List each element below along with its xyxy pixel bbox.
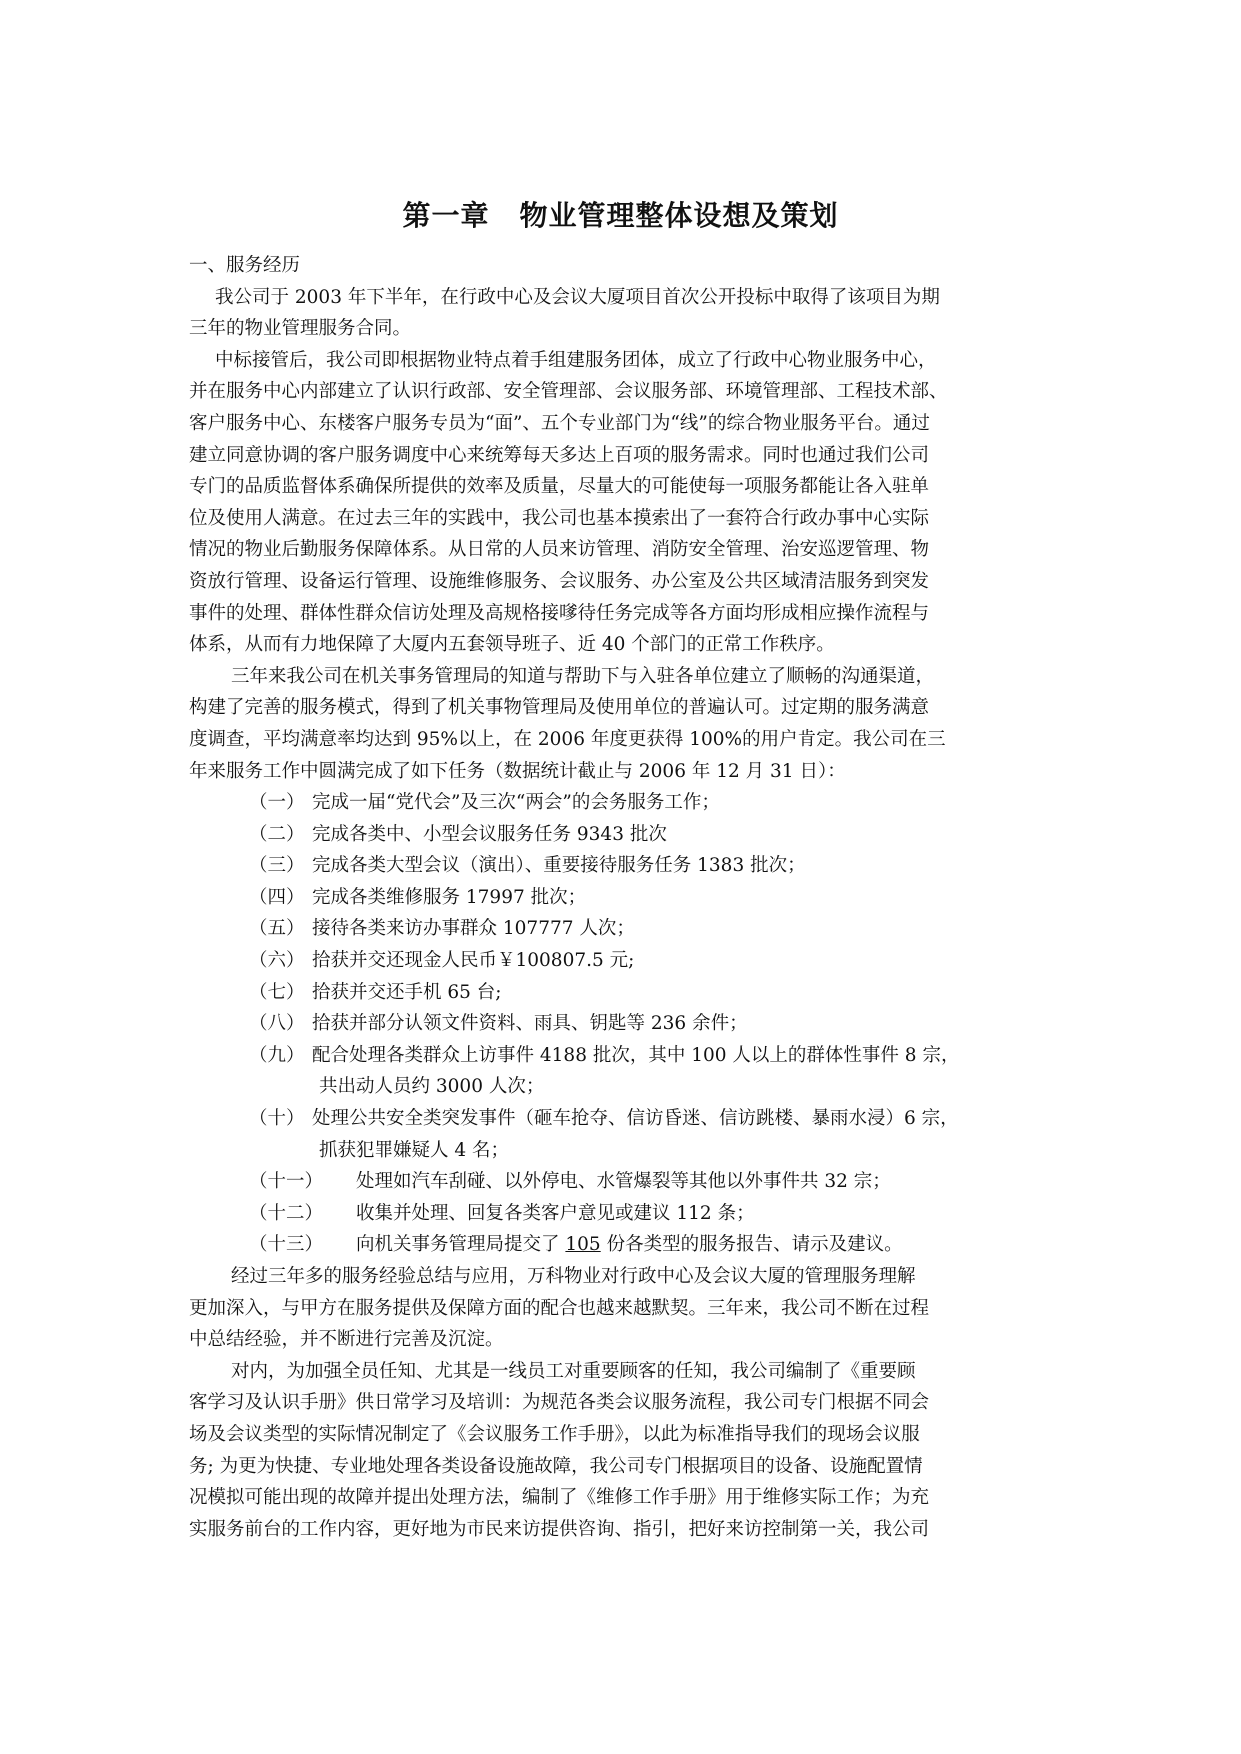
paragraph-4	[189, 1261, 1054, 1356]
item-text	[356, 1229, 903, 1261]
item-number: （十三）	[249, 1234, 324, 1256]
text-line: 客学习及认识手册》供日常学习及培训：为规范各类会议服务流程，我公司专门根据不同会	[189, 1392, 930, 1414]
chapter-title	[0, 196, 1241, 236]
item-text: 完成各类中、小型会议服务任务 9343 批次	[312, 823, 667, 845]
text-line: 构建了完善的服务模式，得到了机关事物管理局及使用单位的普遍认可。过定期的服务满意	[189, 697, 930, 719]
text-line: 中标接管后，我公司即根据物业特点着手组建服务团体，成立了行政中心物业服务中心，	[215, 349, 937, 371]
section-heading: 一、服务经历	[189, 255, 301, 276]
item-number: （七）	[249, 981, 305, 1003]
paragraph-3	[189, 661, 1054, 787]
list-item	[189, 850, 1054, 882]
item-text: 处理如汽车刮碰、以外停电、水管爆裂等其他以外事件共 32 宗；	[356, 1171, 891, 1193]
item-text: 拾获并交还手机 65 台;	[312, 981, 502, 1003]
list-item	[189, 1229, 1054, 1261]
list-item	[189, 1040, 1054, 1072]
text-line: 我公司于 2003 年下半年，在行政中心及会议大厦项目首次公开投标中取得了该项目为期	[215, 286, 940, 308]
chapter-label: 第一章	[402, 199, 490, 232]
text-line: 度调查，平均满意率均达到 95%以上，在 2006 年度更获得 100%的用户肯定。我公司在三	[189, 728, 946, 750]
list-item	[189, 787, 1054, 819]
item-text: 完成各类维修服务 17997 批次；	[312, 886, 587, 908]
item-text: 拾获并交还现金人民币￥100807.5 元;	[312, 950, 635, 972]
list-item	[189, 913, 1054, 945]
item-number: （九）	[249, 1044, 305, 1066]
text-line: 体系，从而有力地保障了大厦内五套领导班子、近 40 个部门的正常工作秩序。	[189, 634, 835, 656]
chapter-title-text: 物业管理整体设想及策划	[519, 199, 839, 232]
item-number: （六）	[249, 950, 305, 972]
item-text: 接待各类来访办事群众 107777 人次；	[312, 918, 635, 940]
item-text: 拾获并部分认领文件资料、雨具、钥匙等 236 余件；	[312, 1013, 748, 1035]
item-text-after: 份各类型的服务报告、请示及建议。	[600, 1234, 903, 1256]
item-number: （一）	[249, 792, 305, 814]
text-line: 务; 为更为快捷、专业地处理各类设备设施故障，我公司专门根据项目的设备、设施配置情	[189, 1455, 923, 1477]
document-body	[189, 250, 1054, 1545]
item-text: 处理公共安全类突发事件（砸车抢夺、信访昏迷、信访跳楼、暴雨水浸）6 宗，	[312, 1108, 959, 1130]
text-line: 对内，为加强全员任知、尤其是一线员工对重要顾客的任知，我公司编制了《重要顾	[231, 1360, 916, 1382]
item-number: （十）	[249, 1108, 305, 1130]
list-item	[189, 1103, 1054, 1135]
item-number: （十二）	[249, 1202, 324, 1224]
paragraph-2	[189, 345, 1054, 661]
text-line: 实服务前台的工作内容，更好地为市民来访提供咨询、指引，把好来访控制第一关，我公司	[189, 1518, 930, 1540]
text-line: 况模拟可能出现的故障并提出处理方法，编制了《维修工作手册》用于维修实际工作；为充	[189, 1487, 930, 1509]
item-number: （五）	[249, 918, 305, 940]
text-line: 客户服务中心、东楼客户服务专员为“面”、五个专业部门为“线”的综合物业服务平台。通过	[189, 412, 930, 434]
item-number: （八）	[249, 1013, 305, 1035]
paragraph-5	[189, 1356, 1054, 1546]
list-item	[189, 945, 1054, 977]
text-line: 并在服务中心内部建立了认识行政部、安全管理部、会议服务部、环境管理部、工程技术部、	[189, 381, 948, 403]
item-number: （四）	[249, 886, 305, 908]
text-line: 位及使用人满意。在过去三年的实践中，我公司也基本摸索出了一套符合行政办事中心实际	[189, 507, 930, 529]
text-line: 经过三年多的服务经验总结与应用，万科物业对行政中心及会议大厦的管理服务理解	[231, 1266, 916, 1287]
list-item	[189, 977, 1054, 1009]
text-line: 三年来我公司在机关事务管理局的知道与帮助下与入驻各单位建立了顺畅的沟通渠道，	[231, 665, 935, 687]
list-item	[189, 1198, 1054, 1230]
task-list	[189, 787, 1054, 1261]
text-line: 三年的物业管理服务合同。	[189, 318, 412, 340]
text-line: 资放行管理、设备运行管理、设施维修服务、会议服务、办公室及公共区域清洁服务到突发	[189, 570, 930, 592]
text-line: 建立同意协调的客户服务调度中心来统筹每天多达上百项的服务需求。同时也通过我们公司	[189, 444, 930, 466]
list-item	[189, 1166, 1054, 1198]
list-item	[189, 1008, 1054, 1040]
item-text-continuation: 抓获犯罪嫌疑人 4 名；	[319, 1139, 510, 1161]
item-number: （三）	[249, 855, 305, 877]
underlined-count: 105	[565, 1234, 601, 1256]
text-line: 更加深入，与甲方在服务提供及保障方面的配合也越来越默契。三年来，我公司不断在过程	[189, 1297, 930, 1319]
item-text: 配合处理各类群众上访事件 4188 批次，其中 100 人以上的群体性事件 8 宗，	[312, 1044, 960, 1066]
text-line: 事件的处理、群体性群众信访处理及高规格接嗲待任务完成等各方面均形成相应操作流程与	[189, 602, 930, 624]
text-line: 场及会议类型的实际情况制定了《会议服务工作手册》，以此为标准指导我们的现场会议服	[189, 1423, 920, 1445]
item-text-continuation: 共出动人员约 3000 人次；	[319, 1076, 545, 1098]
text-line: 年来服务工作中圆满完成了如下任务（数据统计截止与 2006 年 12 月 31 日）：	[189, 760, 846, 782]
list-item	[189, 882, 1054, 914]
item-text: 完成一届“党代会”及三次“两会”的会务服务工作；	[312, 792, 720, 814]
item-number: （十一）	[249, 1171, 324, 1193]
text-line: 情况的物业后勤服务保障体系。从日常的人员来访管理、消防安全管理、治安巡逻管理、物	[189, 539, 930, 561]
item-text-before: 向机关事务管理局提交了	[356, 1234, 566, 1256]
item-text: 收集并处理、回复各类客户意见或建议 112 条；	[356, 1202, 755, 1224]
item-number: （二）	[249, 823, 305, 845]
list-item	[189, 819, 1054, 851]
text-line: 专门的品质监督体系确保所提供的效率及质量，尽量大的可能使每一项服务都能让各入驻单	[189, 476, 930, 498]
item-text: 完成各类大型会议（演出）、重要接待服务任务 1383 批次；	[312, 855, 806, 877]
paragraph-1	[189, 282, 1054, 345]
text-line: 中总结经验，并不断进行完善及沉淀。	[189, 1329, 504, 1351]
